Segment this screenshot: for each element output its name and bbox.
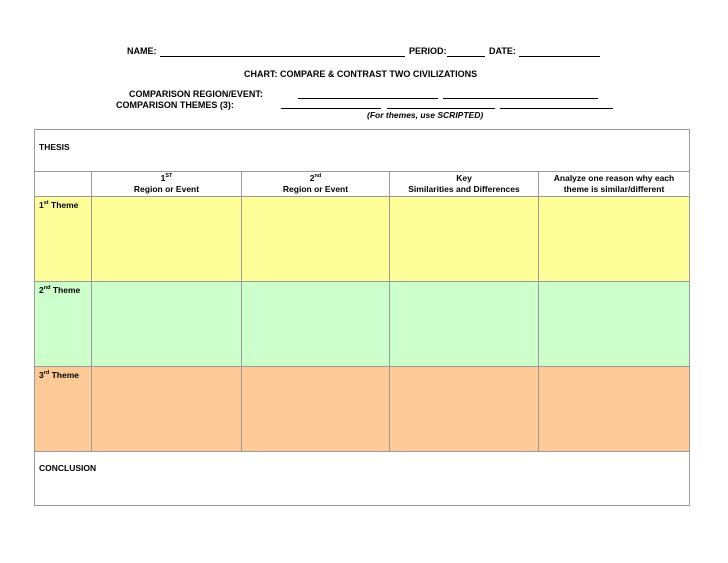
theme-row-3	[35, 367, 690, 452]
region-field-2[interactable]	[443, 98, 598, 99]
theme-3-key-cell[interactable]	[390, 367, 539, 452]
theme-3-region-2-cell[interactable]	[242, 367, 390, 452]
period-field[interactable]	[447, 56, 485, 57]
theme-2-region-1-cell[interactable]	[92, 282, 242, 367]
column-header-analyze: Analyze one reason why each theme is similar/different	[539, 172, 690, 197]
conclusion-label: CONCLUSION	[39, 463, 97, 473]
period-label: PERIOD:	[409, 46, 447, 56]
themes-note: (For themes, use SCRIPTED)	[367, 110, 484, 120]
theme-1-region-2-cell[interactable]	[242, 197, 390, 282]
thesis-cell[interactable]	[35, 130, 690, 172]
comparison-chart-table	[34, 129, 690, 506]
theme-3-analyze-cell[interactable]	[539, 367, 690, 452]
theme-row-3-label: 3rd Theme	[35, 367, 92, 452]
theme-field-2[interactable]	[387, 108, 495, 109]
column-header-region-2: 2nd Region or Event	[242, 172, 390, 197]
date-label: DATE:	[489, 46, 516, 56]
corner-cell	[35, 172, 92, 197]
conclusion-row	[35, 452, 690, 506]
theme-row-1-label: 1st Theme	[35, 197, 92, 282]
comparison-region-label: COMPARISON REGION/EVENT:	[129, 89, 263, 99]
region-field-1[interactable]	[298, 98, 438, 99]
theme-row-2	[35, 282, 690, 367]
name-label: NAME:	[127, 46, 157, 56]
comparison-themes-label: COMPARISON THEMES (3):	[116, 100, 234, 110]
theme-row-1	[35, 197, 690, 282]
theme-2-key-cell[interactable]	[390, 282, 539, 367]
date-field[interactable]	[519, 56, 600, 57]
column-header-row	[35, 172, 690, 197]
chart-title: CHART: COMPARE & CONTRAST TWO CIVILIZATIONS	[244, 69, 478, 79]
theme-1-analyze-cell[interactable]	[539, 197, 690, 282]
thesis-label: THESIS	[39, 142, 70, 152]
theme-field-3[interactable]	[500, 108, 613, 109]
theme-1-key-cell[interactable]	[390, 197, 539, 282]
theme-row-2-label: 2nd Theme	[35, 282, 92, 367]
theme-2-analyze-cell[interactable]	[539, 282, 690, 367]
theme-3-region-1-cell[interactable]	[92, 367, 242, 452]
column-header-region-1: 1ST Region or Event	[92, 172, 242, 197]
thesis-row	[35, 130, 690, 172]
theme-field-1[interactable]	[281, 108, 381, 109]
name-field[interactable]	[160, 56, 405, 57]
theme-2-region-2-cell[interactable]	[242, 282, 390, 367]
theme-1-region-1-cell[interactable]	[92, 197, 242, 282]
conclusion-cell[interactable]	[35, 452, 690, 506]
column-header-key-similarities: Key Similarities and Differences	[390, 172, 539, 197]
